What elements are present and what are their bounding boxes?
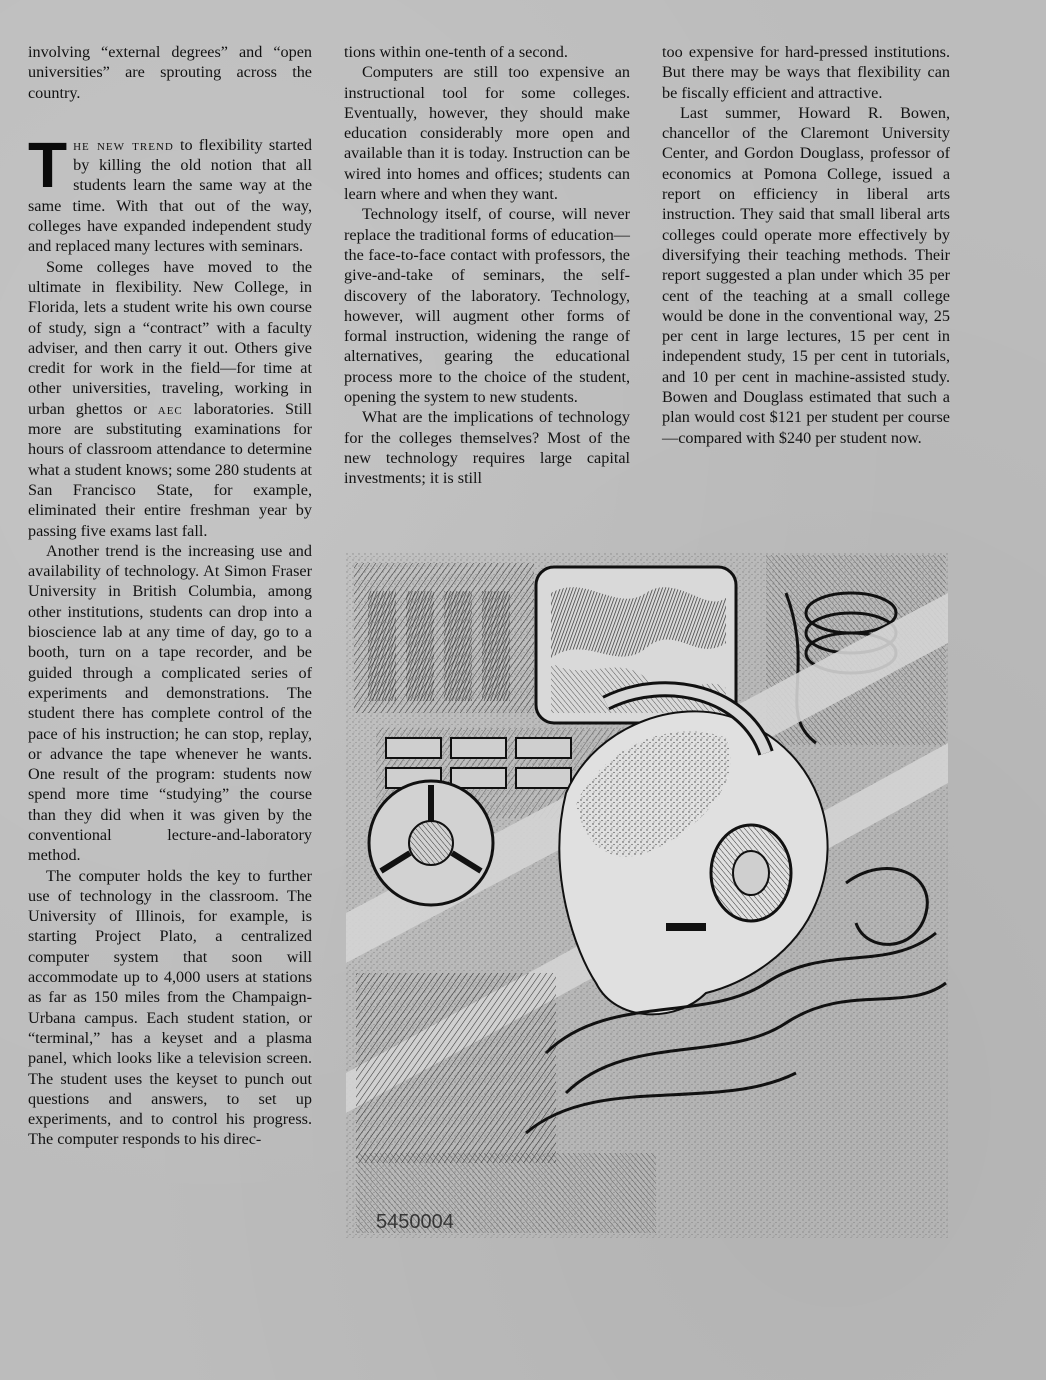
paragraph: What are the implications of technology for the colleges themselves? Most of the new technology requires large capital investments; it is still (344, 408, 630, 488)
paragraph-text: Some colleges have moved to the ultimate in flexibility. New College, in Florida, lets a student write his own course of study, sign a “contract” with a faculty adviser, and then carry it out. Others give credit for work in the field—for time at other universities, traveling, working in urban ghettos or (28, 257, 312, 418)
text-column-3 (662, 42, 950, 448)
text-column-2 (344, 42, 630, 489)
illustration-svg (346, 553, 948, 1238)
tape-cabinet (354, 563, 534, 713)
paragraph-with-dropcap (28, 128, 312, 257)
paragraph: Last summer, Howard R. Bowen, chancellor of the Claremont University Center, and Gordon Douglass, professor of economics at Pomona College, issued a report on efficiency in liberal arts instruction. They said that small liberal arts colleges could operate more effectively by diversifying their teaching methods. Their report suggested a plan under which 35 per cent of the teaching at a small college would be done in the conventional way, 25 per cent in large lectures, 15 per cent in independent study, 15 per cent in tutorials, and 10 per cent in machine-assisted study. Bowen and Douglass estimated that such a plan would cost $121 per student per course—compared with $240 per student now. (662, 103, 950, 447)
paragraph: Computers are still too expensive an instructional tool for some colleges. Eventually, however, they should make education considerably more open and available than it is today. Instruction can be wired into homes and offices; students can learn where and when they want. (344, 63, 630, 204)
paragraph: tions within one-tenth of a second. (344, 43, 568, 61)
tape-reel (369, 781, 493, 905)
text-column-1 (28, 42, 312, 1150)
pen-ink-illustration (346, 553, 948, 1238)
paragraph-text: to flexibility started by killing the old notion that all students learn the same way at the same time. With that out of the way, colleges have expanded independent study and replaced many lectures with seminars. (28, 135, 312, 256)
paragraph: Another trend is the increasing use and availability of technology. At Simon Fraser University in British Columbia, among other institutions, students can drop into a bioscience lab at any time of day, go to a booth, turn on a tape recorder, and be guided through a complicated series of experiments and demonstrations. The student there has complete control of the pace of his instruction; he can stop, replay, or advance the tape whenever he wants. One result of the program: students now spend more time “studying” the course than they did when it was given by the conventional lecture-and-laboratory method. (28, 541, 312, 865)
paragraph: The computer holds the key to further use of technology in the classroom. The University of Illinois, for example, is starting Project Plato, a centralized computer system that soon will accommodate up to 4,000 users at stations as far as 150 miles from the Champaign-Urbana campus. Each student station, or “terminal,” has a keyset and a plasma panel, which looks like a television screen. The student uses the keyset to punch out questions and answers, to set up experiments, and to control his progress. The computer responds to his direc- (28, 866, 312, 1149)
paragraph: too expensive for hard-pressed institutions. But there may be ways that flexibility can be fiscally efficient and attractive. (662, 43, 950, 102)
paragraph (28, 257, 312, 541)
paragraph: involving “external degrees” and “open universities” are sprouting across the country. (28, 43, 312, 102)
paragraph-text: laboratories. Still more are substituting examinations for hours of classroom attendance to determine what a student knows; some 280 students at San Francisco State, for example, eliminated their entire freshman year by passing five exams last fall. (28, 399, 312, 540)
artist-signature: 5450004 (376, 1211, 454, 1233)
drop-cap: T (28, 128, 68, 201)
abbreviation: aec (157, 399, 183, 418)
paragraph: Technology itself, of course, will never replace the traditional forms of education—the face-to-face contact with professors, the give-and-take of seminars, the self-discovery of the laboratory. Technology, however, will augment other forms of formal instruction, widening the range of alternatives, gearing the educational process more to the choice of the student, opening the system to new students. (344, 205, 630, 407)
shadow-area (356, 973, 556, 1163)
small-caps-lead: he new trend (73, 135, 174, 154)
